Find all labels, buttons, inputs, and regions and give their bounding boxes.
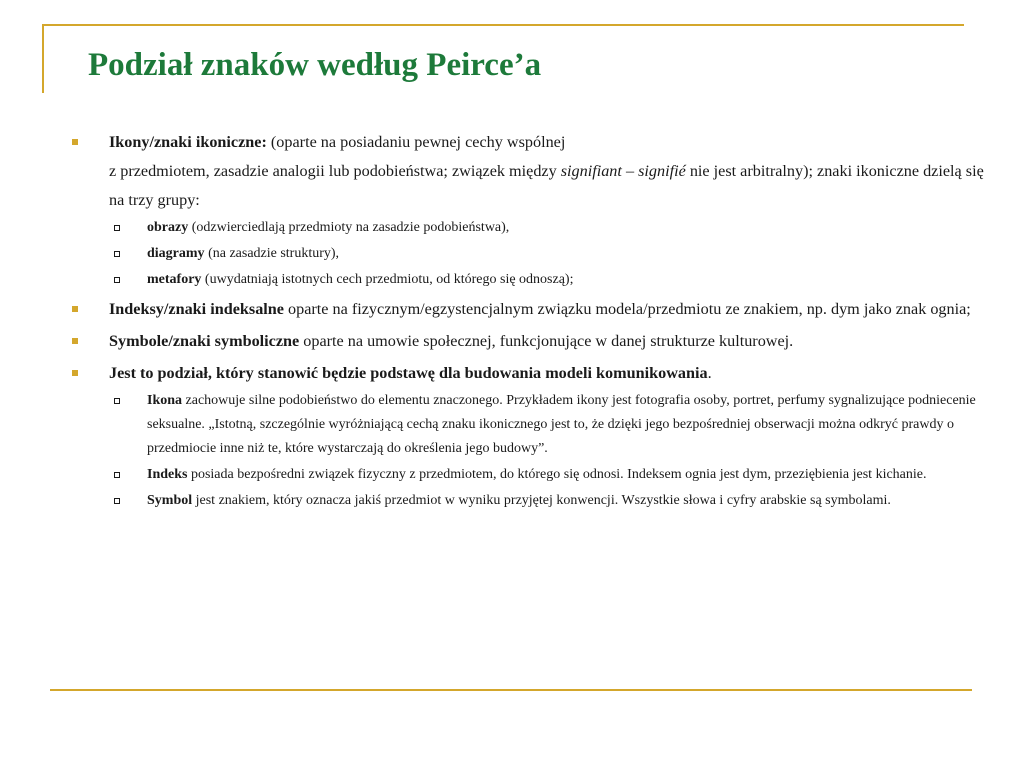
sub-item-heading: Indeks <box>147 467 188 482</box>
hollow-square-bullet-icon <box>114 277 120 283</box>
hollow-square-bullet-icon <box>114 225 120 231</box>
sub-item-heading: Symbol <box>147 493 193 508</box>
square-bullet-icon <box>72 338 78 344</box>
item-text: nie jest arbitralny); znaki ikoniczne dzielą się na trzy grupy: <box>109 162 984 209</box>
sub-item-heading: Ikona <box>147 393 183 408</box>
square-bullet-icon <box>72 139 78 145</box>
bullet-item-symbole <box>68 327 986 356</box>
item-text: z przedmiotem, zasadzie analogii lub podobieństwa; związek między <box>109 162 561 180</box>
sub-item-heading: obrazy <box>147 220 189 235</box>
item-text: (oparte na posiadaniu pewnej cechy wspólnej <box>266 133 566 151</box>
bullet-item-indeksy <box>68 295 986 324</box>
item-heading: Jest to podział, który stanowić będzie podstawę dla budowania modeli komunikowania <box>109 364 708 382</box>
slide-title: Podział znaków według Peirce’a <box>88 47 542 83</box>
square-bullet-icon <box>72 370 78 376</box>
slide-content <box>68 128 986 516</box>
sub-item-heading: diagramy <box>147 246 205 261</box>
hollow-square-bullet-icon <box>114 398 120 404</box>
sub-item-indeks <box>109 463 986 487</box>
item-dash: – <box>621 162 639 180</box>
bullet-item-ikony <box>68 128 986 292</box>
sub-item-diagramy <box>109 242 986 266</box>
item-text: oparte na fizycznym/egzystencjalnym związku modela/przedmiotu ze znakiem, np. dym jako znak ognia; <box>283 300 971 318</box>
item-text: oparte na umowie społecznej, funkcjonujące w danej strukturze kulturowej. <box>299 332 794 350</box>
item-italic-term: signifié <box>638 162 686 180</box>
sub-item-text: (uwydatniają istotnych cech przedmiotu, od którego się odnoszą); <box>201 272 574 287</box>
hollow-square-bullet-icon <box>114 498 120 504</box>
sub-item-text: (odzwierciedlają przedmioty na zasadzie podobieństwa), <box>188 220 510 235</box>
sub-item-text: (na zasadzie struktury), <box>204 246 340 261</box>
sub-list <box>109 216 986 292</box>
sub-list <box>109 389 986 513</box>
frame-left-line <box>42 24 44 93</box>
sub-item-symbol <box>109 489 986 513</box>
item-heading: Indeksy/znaki indeksalne <box>109 300 284 318</box>
item-heading: Ikony/znaki ikoniczne: <box>109 133 267 151</box>
item-text: . <box>707 364 712 382</box>
frame-bottom-line <box>50 689 972 691</box>
sub-item-obrazy <box>109 216 986 240</box>
item-italic-term: signifiant <box>560 162 622 180</box>
bullet-item-podzial <box>68 359 986 513</box>
sub-item-ikona <box>109 389 986 461</box>
sub-item-text: jest znakiem, który oznacza jakiś przedmiot w wyniku przyjętej konwencji. Wszystkie słowa i cyfry arabskie są symbolami. <box>192 493 891 508</box>
item-heading: Symbole/znaki symboliczne <box>109 332 300 350</box>
square-bullet-icon <box>72 306 78 312</box>
hollow-square-bullet-icon <box>114 251 120 257</box>
frame-top-line <box>42 24 964 26</box>
sub-item-text: zachowuje silne podobieństwo do elementu znaczonego. Przykładem ikony jest fotografia osoby, portret, perfumy sygnalizujące podniecenie seksualne. „Istotną, szczególnie wyróżniającą cechą znaku ikonicznego jest to, że dzięki jego bezpośredniej obserwacji można odkryć prawdy o przedmiocie inne niż te, które wystarczają do określenia jego budowy”. <box>147 393 976 456</box>
sub-item-heading: metafory <box>147 272 202 287</box>
sub-item-text: posiada bezpośredni związek fizyczny z przedmiotem, do którego się odnosi. Indeksem ognia jest dym, przeziębienia jest kichanie. <box>187 467 927 482</box>
hollow-square-bullet-icon <box>114 472 120 478</box>
sub-item-metafory <box>109 268 986 292</box>
